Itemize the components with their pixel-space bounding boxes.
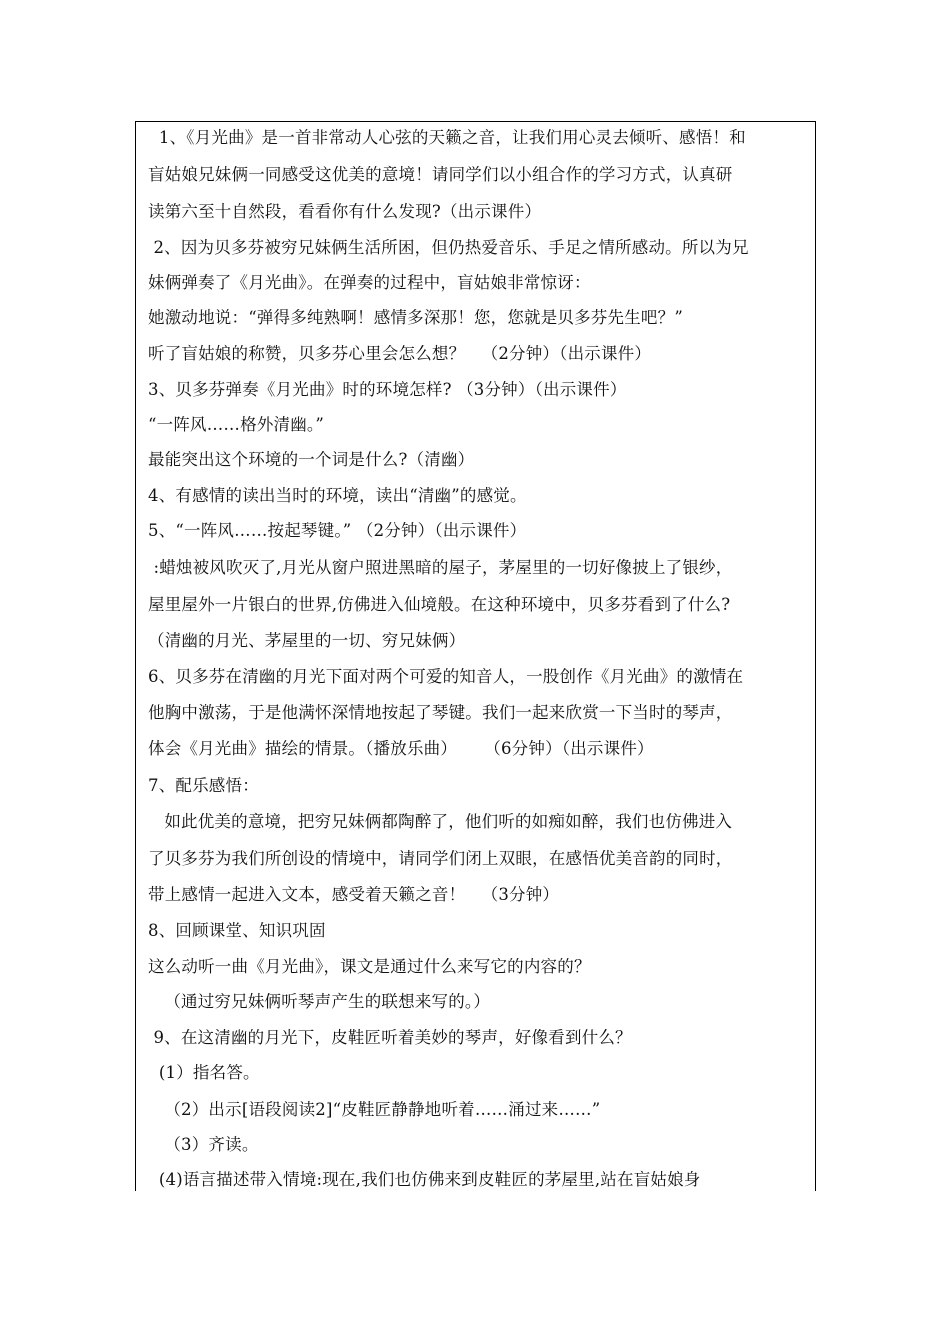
text-line: 如此优美的意境，把穷兄妹俩都陶醉了，他们听的如痴如醉，我们也仿佛进入 (148, 812, 733, 831)
text-line: 6、贝多芬在清幽的月光下面对两个可爱的知音人，一股创作《月光曲》的激情在 (148, 667, 744, 686)
text-line: 7、配乐感悟： (148, 776, 259, 795)
text-line: (4)语言描述带入情境:现在,我们也仿佛来到皮鞋匠的茅屋里,站在盲姑娘身 (148, 1170, 701, 1189)
lesson-table-cell (135, 121, 816, 1191)
text-line: (1）指名答。 (148, 1063, 260, 1082)
text-line: 听了盲姑娘的称赞，贝多芬心里会怎么想？ （2分钟）（出示课件） (148, 344, 652, 363)
text-line: 屋里屋外一片银白的世界,仿佛进入仙境般。在这种环境中，贝多芬看到了什么? (148, 595, 731, 614)
text-line: 他胸中激荡，于是他满怀深情地按起了琴键。我们一起来欣赏一下当时的琴声， (148, 703, 733, 722)
text-line: 2、因为贝多芬被穷兄妹俩生活所困，但仍热爱音乐、手足之情所感动。所以为兄 (148, 238, 749, 257)
text-line: 带上感情一起进入文本，感受着天籁之音！ （3分钟） (148, 885, 560, 904)
text-line: 盲姑娘兄妹俩一同感受这优美的意境！请同学们以小组合作的学习方式，认真研 (148, 165, 733, 184)
text-line: :蜡烛被风吹灭了,月光从窗户照进黑暗的屋子，茅屋里的一切好像披上了银纱， (148, 558, 733, 577)
text-line: 体会《月光曲》描绘的情景。（播放乐曲） （6分钟）（出示课件） (148, 739, 654, 758)
text-line: 8、回顾课堂、知识巩固 (148, 921, 326, 940)
text-line: （通过穷兄妹俩听琴声产生的联想来写的。） (148, 992, 491, 1011)
text-line: （3）齐读。 (148, 1135, 259, 1154)
text-line: 4、有感情的读出当时的环境，读出“清幽”的感觉。 (148, 486, 527, 505)
text-line: 妹俩弹奏了《月光曲》。在弹奏的过程中，盲姑娘非常惊讶： (148, 273, 591, 292)
text-line: 9、在这清幽的月光下，皮鞋匠听着美妙的琴声，好像看到什么？ (148, 1028, 632, 1047)
text-line: （2）出示[语段阅读2]“皮鞋匠静静地听着……涌过来……” (148, 1100, 601, 1119)
text-line: 5、“一阵风……按起琴键。” （2分钟）（出示课件） (148, 521, 527, 540)
text-line: 了贝多芬为我们所创设的情境中，请同学们闭上双眼，在感悟优美音韵的同时， (148, 849, 733, 868)
text-line: 读第六至十自然段，看看你有什么发现?（出示课件） (148, 202, 542, 221)
text-line: 她激动地说：“弹得多纯熟啊！感情多深那！您，您就是贝多芬先生吧？” (148, 308, 683, 327)
text-line: “一阵风……格外清幽。” (148, 415, 325, 434)
text-line: 1、《月光曲》是一首非常动人心弦的天籁之音，让我们用心灵去倾听、感悟！和 (148, 128, 746, 147)
text-line: 这么动听一曲《月光曲》，课文是通过什么来写它的内容的？ (148, 957, 591, 976)
text-line: 最能突出这个环境的一个词是什么?（清幽） (148, 450, 475, 469)
text-line: 3、贝多芬弹奏《月光曲》时的环境怎样? （3分钟）（出示课件） (148, 380, 627, 399)
text-line: （清幽的月光、茅屋里的一切、穷兄妹俩） (148, 631, 466, 650)
